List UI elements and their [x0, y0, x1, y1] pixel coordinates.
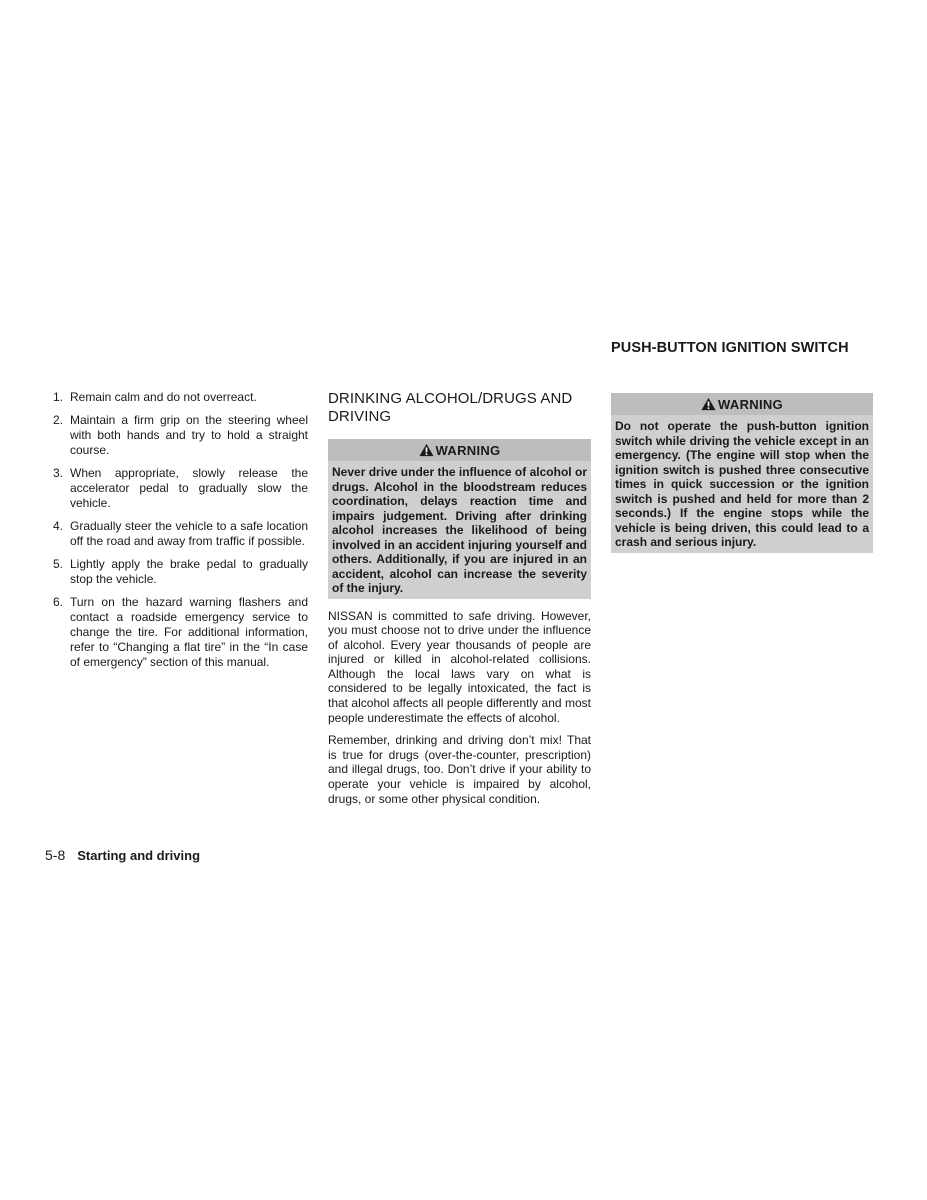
list-item-text: Turn on the hazard warning flashers and contact a roadside emergency service to change the tire. For additional information, refer to “Changing a flat tire” in the “In case of emergency” section of this manual.: [70, 595, 308, 669]
warning-text: Never drive under the influence of alcohol or drugs. Alcohol in the bloodstream reduces coordination, delays reaction time and impairs judgement. Driving after drinking alcohol increases the likelihood of being involved in an accident injuring yourself and others. Additionally, if you are injured in an accident, alcohol can increase the severity of the injury.: [332, 465, 587, 595]
left-column: [45, 390, 308, 678]
list-item: [45, 466, 308, 511]
right-column: [611, 390, 873, 563]
warning-header: [328, 439, 591, 461]
list-item-number: 4.: [52, 519, 63, 533]
body-paragraph: Remember, drinking and driving don’t mix! That is true for drugs (over-the-counter, prescription) and illegal drugs, too. Don’t drive if your ability to operate your vehicle is impaired by alcohol, drugs, or some other physical condition.: [328, 733, 591, 806]
page-footer: [45, 847, 200, 863]
warning-text: Do not operate the push-button ignition switch while driving the vehicle except in an emergency. (The engine will stop when the ignition switch is pushed three consecutive times in quick succession or the ignition switch is pushed and held for more than 2 seconds.) If the engine stops while the vehicle is being driven, this could lead to a crash and serious injury.: [615, 419, 869, 549]
page-number: 5-8: [45, 847, 66, 863]
body-paragraph: NISSAN is committed to safe driving. However, you must choose not to drive under the influence of alcohol. Every year thousands of people are injured or killed in alcohol-related collisions. Although the local laws vary on what is considered to be legally intoxicated, the fact is that alcohol affects all people differently and most people underestimate the effects of alcohol.: [328, 608, 591, 725]
warning-triangle-icon: [419, 443, 434, 457]
warning-triangle-icon: [701, 397, 716, 411]
list-item: [45, 519, 308, 549]
list-item-number: 2.: [52, 413, 63, 427]
warning-label: WARNING: [718, 396, 783, 412]
list-item-number: 5.: [52, 557, 63, 571]
list-item-number: 6.: [52, 595, 63, 609]
list-item-number: 3.: [52, 466, 63, 480]
list-item-text: Gradually steer the vehicle to a safe location off the road and away from traffic if possible.: [70, 519, 308, 548]
list-item-text: Lightly apply the brake pedal to gradually stop the vehicle.: [70, 557, 308, 586]
drinking-heading: DRINKING ALCOHOL/DRUGS AND DRIVING: [328, 390, 573, 425]
ignition-warning-box: [611, 393, 873, 553]
list-item-number: 1.: [52, 390, 63, 404]
list-item: [45, 557, 308, 587]
chapter-title: Starting and driving: [77, 848, 201, 863]
drinking-warning-box: [328, 439, 591, 599]
list-item: [45, 390, 308, 405]
procedure-list: [45, 390, 308, 670]
list-item-text: When appropriate, slowly release the accelerator pedal to gradually slow the vehicle.: [70, 466, 308, 510]
warning-label: WARNING: [435, 442, 501, 458]
push-button-heading: PUSH-BUTTON IGNITION SWITCH: [611, 340, 849, 356]
warning-header: [611, 393, 873, 415]
list-item: [45, 413, 308, 458]
list-item: [45, 595, 308, 670]
list-item-text: Maintain a firm grip on the steering wheel with both hands and try to hold a straight course.: [70, 413, 308, 457]
middle-column: [328, 390, 591, 814]
list-item-text: Remain calm and do not overreact.: [70, 390, 257, 404]
